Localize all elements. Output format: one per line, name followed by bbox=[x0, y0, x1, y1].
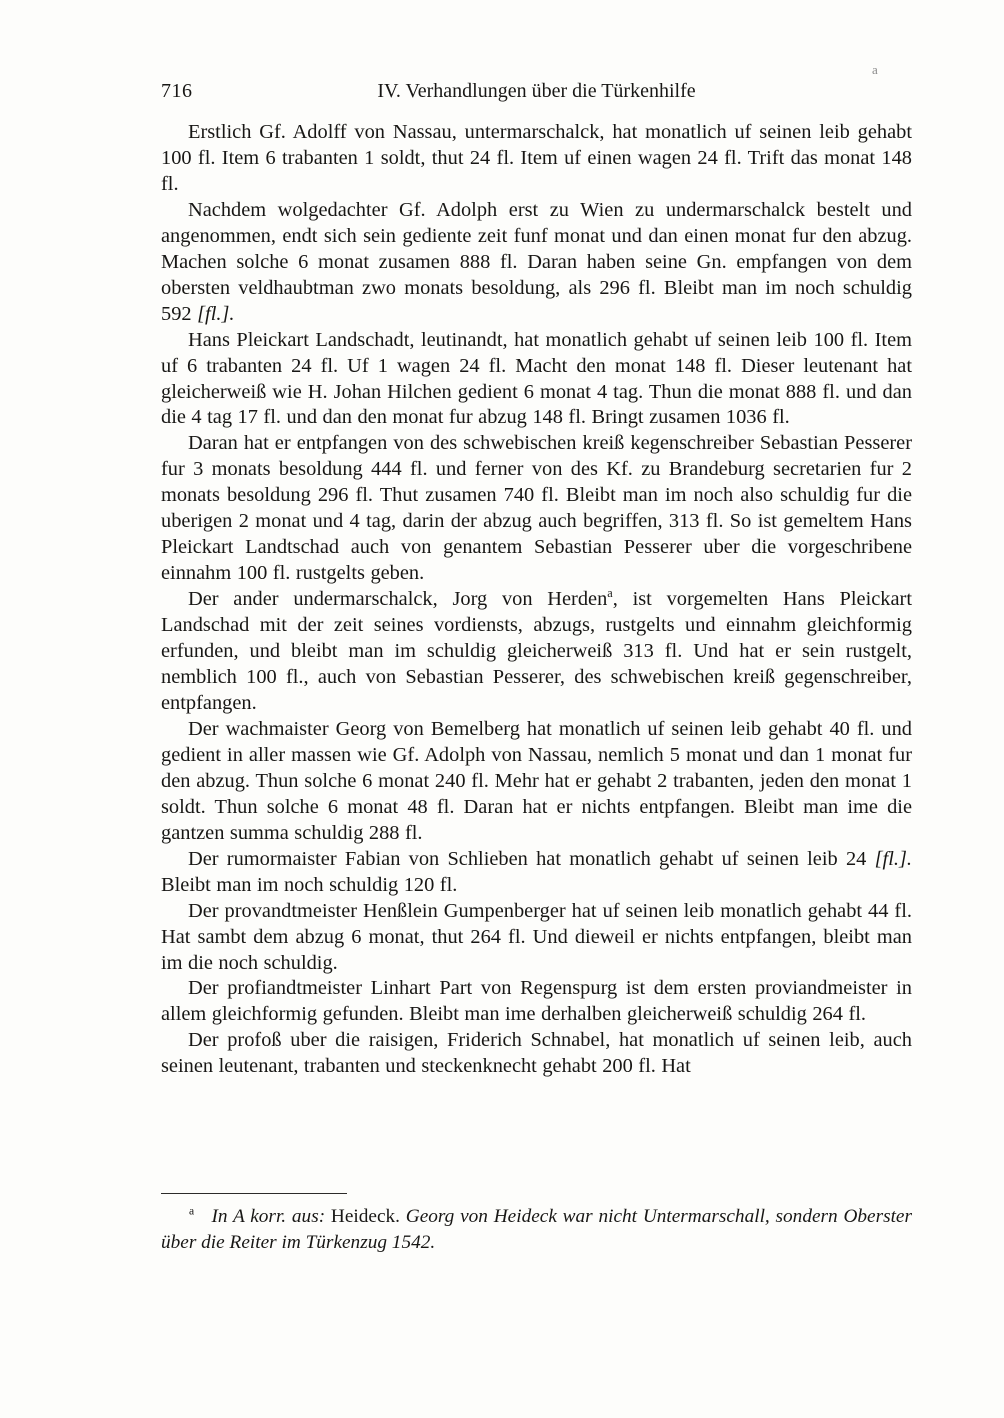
text-run: Hans Pleickart Landschadt, leutinandt, hat monatlich gehabt uf seinen leib 100 fl. Item uf 6 trabanten 24 fl. Uf 1 wagen 24 fl. Macht den monat 148 fl. Dieser leutenant hat gleicherweiß wie H. Johan Hilchen gedient 6 monat 4 tag. Thun die monat 888 fl. und dan die 4 tag 17 fl. und dan den monat fur abzug 148 fl. Bringt zusamen 1036 fl. bbox=[161, 328, 912, 429]
paragraph bbox=[161, 328, 912, 432]
text-run: Der ander undermarschalck, Jorg von Herden bbox=[188, 588, 608, 611]
text-run: Der provandtmeister Henßlein Gumpenberger hat uf seinen leib monatlich gehabt 44 fl. Hat sambt dem abzug 6 monat, thut 264 fl. Und dieweil er nichts entpfangen, bleibt man im die noch schuldig. bbox=[161, 899, 912, 974]
footnote-marker: a bbox=[189, 1204, 195, 1218]
paragraph bbox=[161, 587, 912, 717]
paragraph bbox=[161, 1028, 912, 1080]
paragraph bbox=[161, 847, 912, 899]
paragraph bbox=[161, 899, 912, 977]
running-title: IV. Verhandlungen über die Türkenhilfe bbox=[377, 80, 696, 102]
text-run bbox=[194, 1206, 211, 1227]
footnote-rule bbox=[161, 1193, 347, 1194]
paragraph bbox=[161, 198, 912, 328]
text-run: Der profiandtmeister Linhart Part von Regenspurg ist dem ersten proviandmeister in allem gleichformig gefunden. Bleibt man ime derhalben gleicherweiß schuldig 264 fl. bbox=[161, 977, 912, 1026]
text-run: In A korr. aus: bbox=[211, 1206, 326, 1227]
text-run: Georg von Heideck war nicht Untermarschall, sondern Oberster über die Reiter im Türkenzug 1542. bbox=[161, 1206, 912, 1254]
running-head bbox=[161, 79, 912, 103]
paragraph bbox=[161, 717, 912, 847]
footnote-marker: a bbox=[607, 586, 613, 601]
text-run: Der profoß uber die raisigen, Friderich Schnabel, hat monatlich uf seinen leib, auch seinen leutenant, trabanten und steckenknecht gehabt 200 fl. Hat bbox=[161, 1029, 912, 1078]
text-run: [fl.]. bbox=[197, 302, 235, 325]
corner-mark: a bbox=[872, 62, 878, 77]
text-run: Daran hat er entpfangen von des schwebischen kreiß kegenschreiber Sebastian Pesserer fur 3 monats besoldung 444 fl. und ferner von des Kf. zu Brandeburg secretarien fur 2 monats besoldung 296 fl. Thut zusamen 740 fl. Bleibt man im noch also schuldig fur die uberigen 2 monat und 4 tag, darin der abzug auch begriffen, 313 fl. So ist gemeltem Hans Pleickart Landtschad auch von genantem Sebastian Pesserer uber die vorgeschribene einnahm 100 fl. rustgelts geben. bbox=[161, 432, 912, 585]
text-block bbox=[161, 120, 912, 1080]
page-number: 716 bbox=[161, 80, 193, 102]
paragraph bbox=[161, 431, 912, 587]
text-run: Nachdem wolgedachter Gf. Adolph erst zu Wien zu undermarschalck bestelt und angenommen, endt sich sein gediente zeit funf monat und dan einen monat fur den abzug. Machen solche 6 monat zusamen 888 fl. Daran haben seine Gn. empfangen von dem obersten veldhaubtman zwo monats besoldung, als 296 fl. Bleibt man im noch schuldig 592 bbox=[161, 198, 912, 325]
text-run: Bleibt man im noch schuldig 120 fl. bbox=[161, 873, 458, 896]
footnote-block bbox=[161, 1193, 912, 1256]
paragraph bbox=[161, 120, 912, 198]
text-run: , ist vorgemelten Hans Pleickart Landschad mit der zeit seines vordiensts, abzugs, rustgelts und einnahm gleichformig erfunden, und bleibt man im schuldig gleicherweiß 313 fl. Und hat er sein rustgelt, nemblich 100 fl., auch von Sebastian Pesserer, des schwebischen kreiß gegenschreiber, entpfangen. bbox=[161, 588, 913, 714]
footnote-text bbox=[161, 1204, 912, 1256]
paragraph bbox=[161, 976, 912, 1028]
text-run: Heideck. bbox=[325, 1206, 406, 1227]
text-run: Erstlich Gf. Adolff von Nassau, untermarschalck, hat monatlich uf seinen leib gehabt 100 fl. Item 6 trabanten 1 soldt, thut 24 fl. Item uf einen wagen 24 fl. Trift das monat 148 fl. bbox=[161, 121, 912, 195]
text-run: Der rumormaister Fabian von Schlieben hat monatlich gehabt uf seinen leib 24 bbox=[188, 847, 875, 870]
text-run: [fl.]. bbox=[874, 847, 912, 870]
text-run: Der wachmaister Georg von Bemelberg hat monatlich uf seinen leib gehabt 40 fl. und gedient in aller massen wie Gf. Adolph von Nassau, nemlich 5 monat und dan 1 monat fur den abzug. Thun solche 6 monat 240 fl. Mehr hat er gehabt 2 trabanten, jeden den monat 1 soldt. Thun solche 6 monat 48 fl. Daran hat er nichts entpfangen. Bleibt man ime die gantzen summa schuldig 288 fl. bbox=[161, 717, 912, 844]
